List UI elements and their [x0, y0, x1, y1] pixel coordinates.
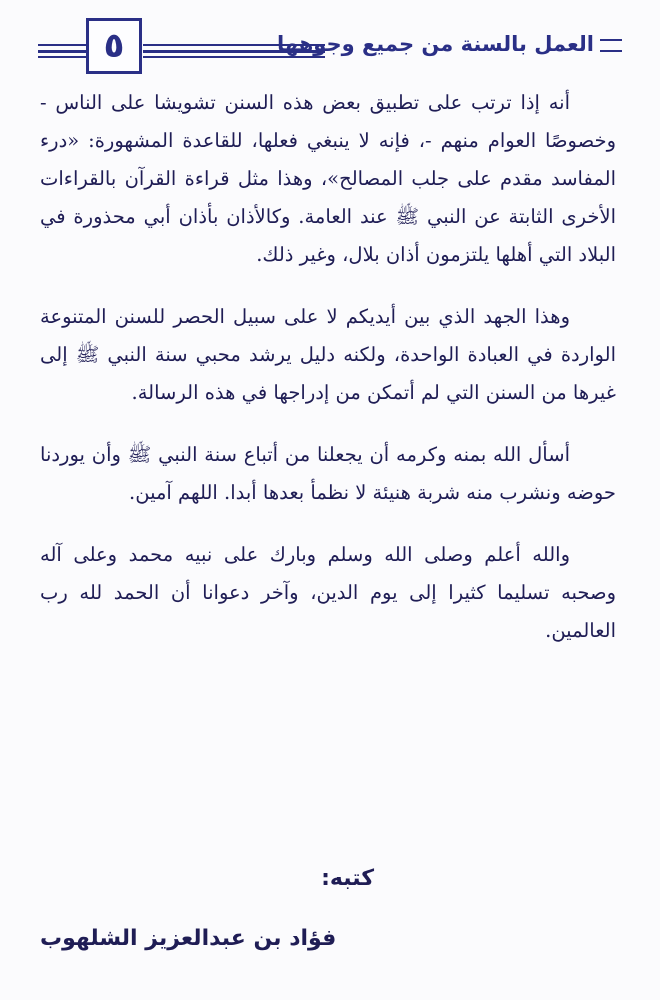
title-dash-ornament — [600, 39, 622, 52]
paragraph-2: وهذا الجهد الذي بين أيديكم لا على سبيل الحصر للسنن المتنوعة الواردة في العبادة الواحدة، ولكنه دليل يرشد محبي سنة النبي ﷺ إلى غيرها من السنن التي لم أتمكن من إدراجها في هذه الرسالة. — [40, 305, 616, 404]
running-title-text: العمل بالسنة من جميع وجوهها — [276, 32, 594, 56]
header-rule-left — [38, 44, 86, 58]
page-number: ٥ — [86, 18, 142, 74]
paragraph-4: والله أعلم وصلى الله وسلم وبارك على نبيه محمد وعلى آله وصحبه تسليما كثيرا إلى يوم الدين، وآخر دعوانا أن الحمد لله رب العالمين. — [40, 543, 616, 642]
signature-label: كتبه: — [321, 866, 374, 891]
paragraph-1: أنه إذا ترتب على تطبيق بعض هذه السنن تشويشا على الناس - وخصوصًا العوام منهم -، فإنه لا ينبغي فعلها، للقاعدة المشهورة: «درء المفاسد مقدم على جلب المصالح»، وهذا مثل قراءة القرآن بالقراءات الأخرى الثابتة عن النبي ﷺ عند العامة. وكالأذان بأذان أبي محذورة في البلاد التي أهلها يلتزمون أذان بلال، وغير ذلك. — [40, 91, 616, 266]
paragraph-3: أسأل الله بمنه وكرمه أن يجعلنا من أتباع سنة النبي ﷺ وأن يوردنا حوضه ونشرب منه شربة هنيئة لا نظمأ بعدها أبدا. اللهم آمين. — [40, 443, 616, 504]
author-name: فؤاد بن عبدالعزيز الشلهوب — [40, 926, 337, 951]
running-title — [276, 32, 622, 56]
page-header — [38, 18, 622, 76]
body-text — [40, 84, 616, 674]
